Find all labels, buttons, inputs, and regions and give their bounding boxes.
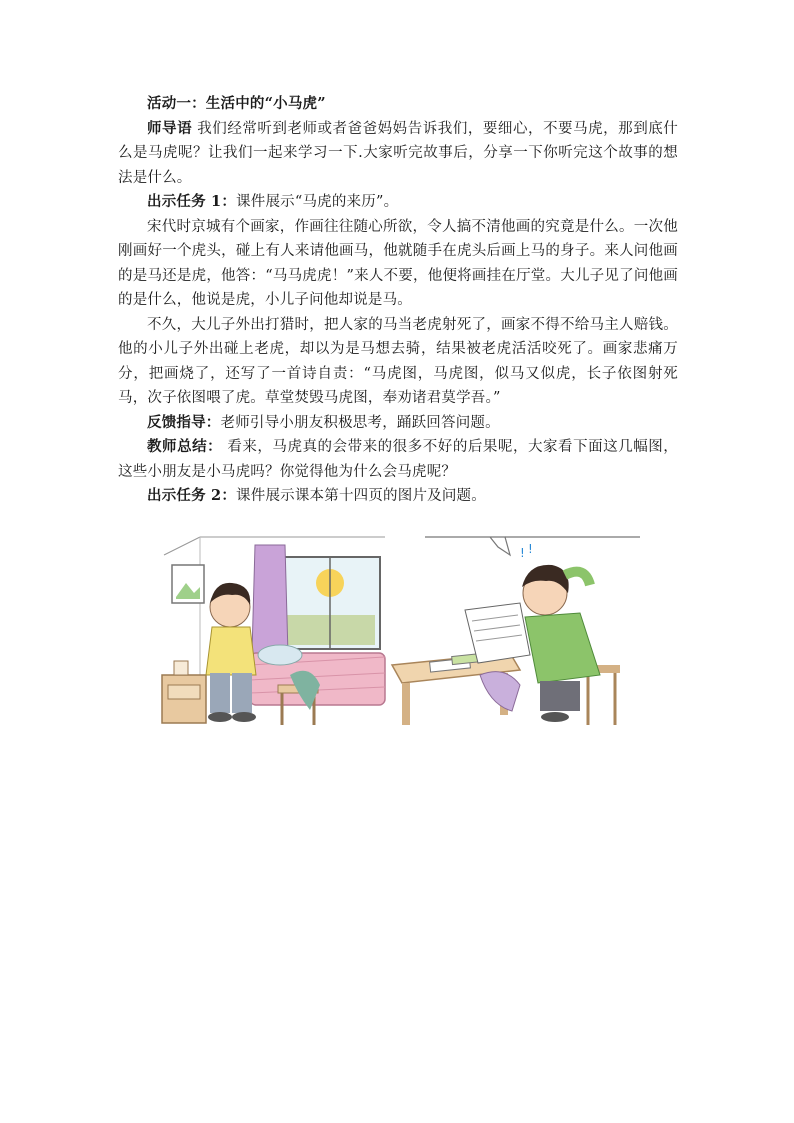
activity-title: 活动一：生活中的“小马虎”: [147, 95, 326, 112]
task2-paragraph: [118, 484, 678, 509]
teacher-intro-label: 师导语: [147, 119, 193, 137]
svg-text:!: !: [528, 542, 533, 556]
task1-text: 课件展示“马虎的来历”。: [236, 194, 399, 210]
textbook-illustrations: [160, 535, 640, 730]
feedback-label: 反馈指导：: [147, 413, 221, 431]
teacher-intro-text: 我们经常听到老师或者爸爸妈妈告诉我们，要细心，不要马虎，那到底什么是马虎呢？让我们一起来学习一下.大家听完故事后，分享一下你听完这个故事的想法是什么。: [118, 120, 678, 186]
curtain: [252, 545, 288, 659]
feedback-paragraph: [118, 411, 678, 436]
speech-bubble: [425, 537, 510, 555]
summary-label: 教师总结：: [147, 438, 223, 455]
task2-text: 课件展示课本第十四页的图片及问题。: [236, 488, 486, 504]
story-paragraph-2: 不久，大儿子外出打猎时，把人家的马当老虎射死了，画家不得不给马主人赔钱。他的小儿子外出碰上老虎，却以为是马想去骑，结果被老虎活活咬死了。画家悲痛万分，把画烧了，还写了一首诗自责：“马虎图，马虎图，似马又似虎，长子依图射死马，次子依图喂了虎。草堂焚毁马虎图，奉劝诸君莫学吾。”: [118, 316, 678, 406]
bedroom-illustration: [162, 537, 385, 725]
task1-label: 出示任务 1：: [147, 193, 237, 210]
task2-label: 出示任务 2：: [147, 487, 237, 504]
teacher-intro-paragraph: [118, 117, 678, 191]
story-paragraph-1: 宋代时京城有个画家，作画往往随心所欲，令人搞不清他画的究竟是什么。一次他刚画好一个虎头，碰上有人来请他画马，他就随手在虎头后画上马的身子。来人问他画的是马还是虎，他答：“马马虎虎！”来人不要，他便将画挂在厅堂。大儿子见了问他画的是什么，他说是虎，小儿子问他却说是马。: [118, 218, 678, 308]
feedback-text: 老师引导小朋友积极思考，踊跃回答问题。: [220, 414, 500, 431]
svg-text:!: !: [520, 546, 525, 560]
task1-paragraph: [118, 190, 678, 215]
summary-paragraph: [118, 435, 678, 484]
boy-dressing: [206, 583, 256, 722]
document-body: [118, 92, 678, 509]
desk-illustration: [392, 537, 640, 725]
summary-text: 看来，马虎真的会带来的很多不好的后果呢，大家看下面这几幅图，这些小朋友是小马虎吗？你觉得他为什么会马虎呢？: [118, 439, 678, 480]
